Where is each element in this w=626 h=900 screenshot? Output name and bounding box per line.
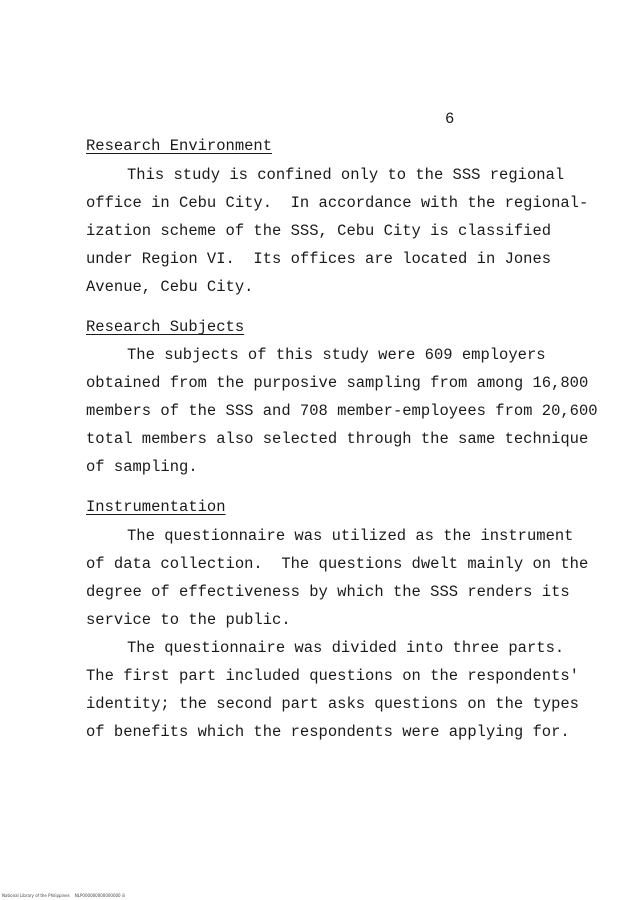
paragraph-line: office in Cebu City. In accordance with the regional- (86, 194, 589, 212)
paragraph-line: of sampling. (86, 458, 198, 476)
paragraph-line: under Region VI. Its offices are located in Jones (86, 250, 552, 268)
paragraph-line: This study is confined only to the SSS regional (127, 166, 565, 184)
paragraph-line: degree of effectiveness by which the SSS renders its (86, 583, 570, 601)
archive-footer: National Library of the Philippines NLP000000000000000 iii (2, 893, 126, 898)
paragraph-line: The subjects of this study were 609 employers (127, 346, 546, 364)
paragraph-line: members of the SSS and 708 member-employees from 20,600 (86, 402, 598, 420)
paragraph-line: ization scheme of the SSS, Cebu City is classified (86, 222, 552, 240)
paragraph-line: of data collection. The questions dwelt mainly on the (86, 555, 589, 573)
section-heading-research-environment: Research Environment (86, 137, 273, 155)
section-heading-instrumentation: Instrumentation (86, 498, 226, 516)
paragraph-line: obtained from the purposive sampling from among 16,800 (86, 374, 589, 392)
paragraph-line: Avenue, Cebu City. (86, 278, 254, 296)
paragraph-line: The first part included questions on the respondents' (86, 667, 579, 685)
paragraph-line: of benefits which the respondents were applying for. (86, 723, 570, 741)
paragraph-line: The questionnaire was utilized as the instrument (127, 527, 574, 545)
paragraph-line: service to the public. (86, 611, 291, 629)
paragraph-line: identity; the second part asks questions on the types (86, 695, 579, 713)
paragraph-line: total members also selected through the same technique (86, 430, 589, 448)
section-heading-research-subjects: Research Subjects (86, 318, 245, 336)
page-number: 6 (445, 110, 455, 128)
paragraph-line: The questionnaire was divided into three parts. (127, 639, 565, 657)
